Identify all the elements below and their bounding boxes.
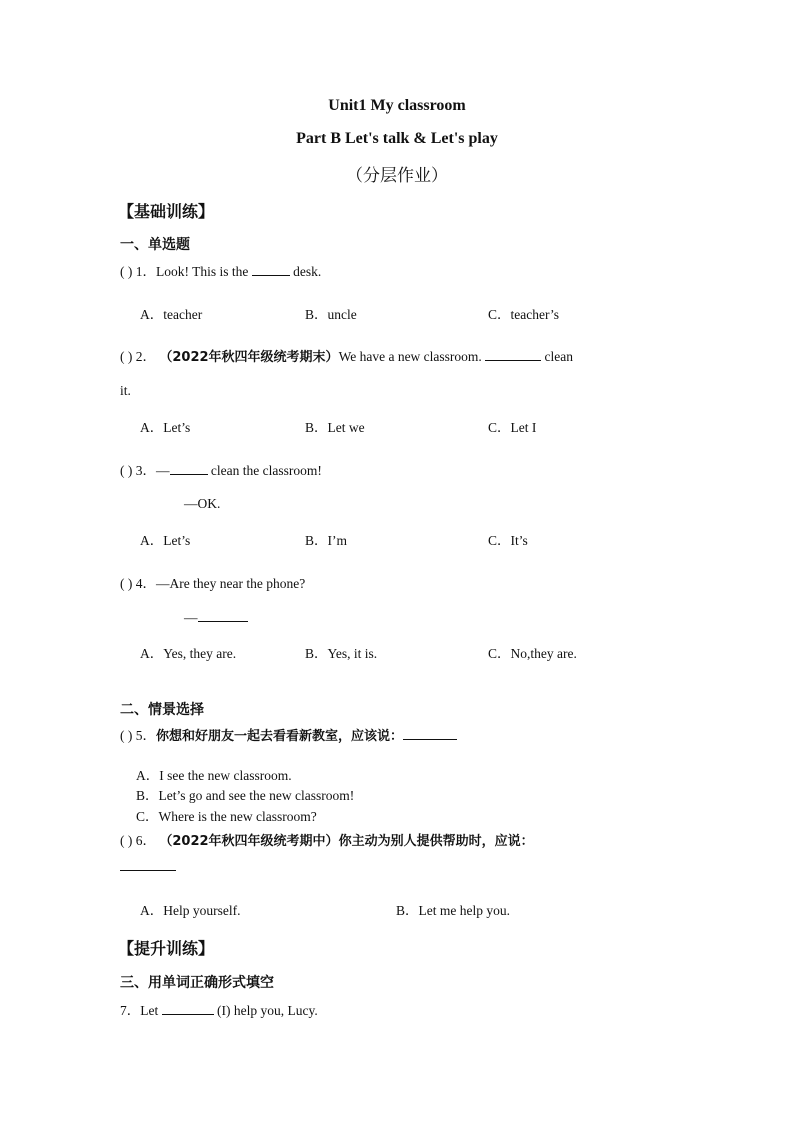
layer-label: （分层作业） [346,166,448,186]
question-number: 7． [120,1003,141,1018]
option-b[interactable]: B．I’m [305,533,347,548]
question-6 [120,829,534,849]
option-c[interactable]: C．Let I [488,420,537,435]
answer-bracket[interactable]: ( ) [120,576,133,591]
question-stem: (I) help you, Lucy. [217,1003,318,1018]
answer-bracket[interactable]: ( ) [120,264,133,279]
question-number: 3． [135,463,156,478]
question-source: （2022年秋四年级统考期中） [159,834,339,849]
option-b[interactable]: B．Let we [305,420,365,435]
question-number: 5． [135,728,156,743]
question-stem: 你想和好朋友一起去看看新教室，应该说： [156,729,404,744]
question-number: 6． [135,833,156,848]
reply-line [184,609,248,626]
question-7 [120,999,318,1019]
doc-subtitle: Part B Let's talk & Let's play [296,130,498,147]
question-3 [120,459,322,479]
part3-label: 三、用单词正确形式填空 [120,975,274,991]
advanced-heading: 【提升训练】 [118,939,215,958]
part2-label: 二、情景选择 [120,702,204,718]
option-c[interactable]: C．It’s [488,533,528,548]
answer-bracket[interactable]: ( ) [120,463,133,478]
fill-blank[interactable] [485,348,541,361]
option-a[interactable]: A．Help yourself. [140,903,241,918]
question-5 [120,724,457,744]
question-stem: clean the classroom! [210,463,322,478]
option-text: Where is the new classroom? [158,809,317,824]
option-text: I see the new classroom. [159,768,292,783]
option-c[interactable]: C．teacher’s [488,307,559,322]
option-a[interactable]: A．Let’s [140,420,191,435]
question-stem: clean [544,349,574,364]
answer-bracket[interactable]: ( ) [120,833,133,848]
option-b[interactable]: B．uncle [305,307,357,322]
reply-line: —OK. [184,496,221,511]
answer-bracket[interactable]: ( ) [120,728,133,743]
option-c[interactable] [136,805,317,825]
question-number: 4． [135,576,156,591]
question-number: 2． [135,349,156,364]
option-text: Let’s go and see the new classroom! [158,788,355,803]
option-a[interactable] [136,764,292,784]
option-c[interactable]: C．No,they are. [488,646,577,661]
question-number: 1． [135,264,156,279]
option-b[interactable]: B．Yes, it is. [305,646,378,661]
question-stem: desk. [293,264,322,279]
question-1 [120,260,321,280]
option-a[interactable]: A．Let’s [140,533,191,548]
question-source: （2022年秋四年级统考期末） [159,350,339,365]
question-stem: —Are they near the phone? [156,576,306,591]
question-stem: Let [140,1003,159,1018]
option-b[interactable]: B．Let me help you. [396,903,510,918]
fill-blank[interactable] [120,870,176,871]
option-b[interactable] [136,784,354,804]
basic-heading: 【基础训练】 [118,202,215,221]
question-4 [120,572,305,592]
dash: — [184,610,198,625]
dash: — [156,463,170,478]
question-2-continued: it. [120,383,131,398]
part1-label: 一、单选题 [120,237,190,253]
fill-blank[interactable] [252,263,290,276]
option-a[interactable]: A．teacher [140,307,203,322]
question-2 [120,345,573,365]
option-letter: B． [136,788,159,803]
option-letter: A． [136,768,160,783]
option-letter: C． [136,809,159,824]
fill-blank[interactable] [162,1002,214,1015]
fill-blank[interactable] [403,727,457,740]
question-stem: We have a new classroom. [338,349,482,364]
answer-bracket[interactable]: ( ) [120,349,133,364]
question-stem: Look! This is the [156,264,249,279]
fill-blank[interactable] [170,462,208,475]
doc-title: Unit1 My classroom [328,97,466,114]
fill-blank[interactable] [198,609,248,622]
option-a[interactable]: A．Yes, they are. [140,646,237,661]
question-stem: 你主动为别人提供帮助时，应说： [338,834,534,849]
